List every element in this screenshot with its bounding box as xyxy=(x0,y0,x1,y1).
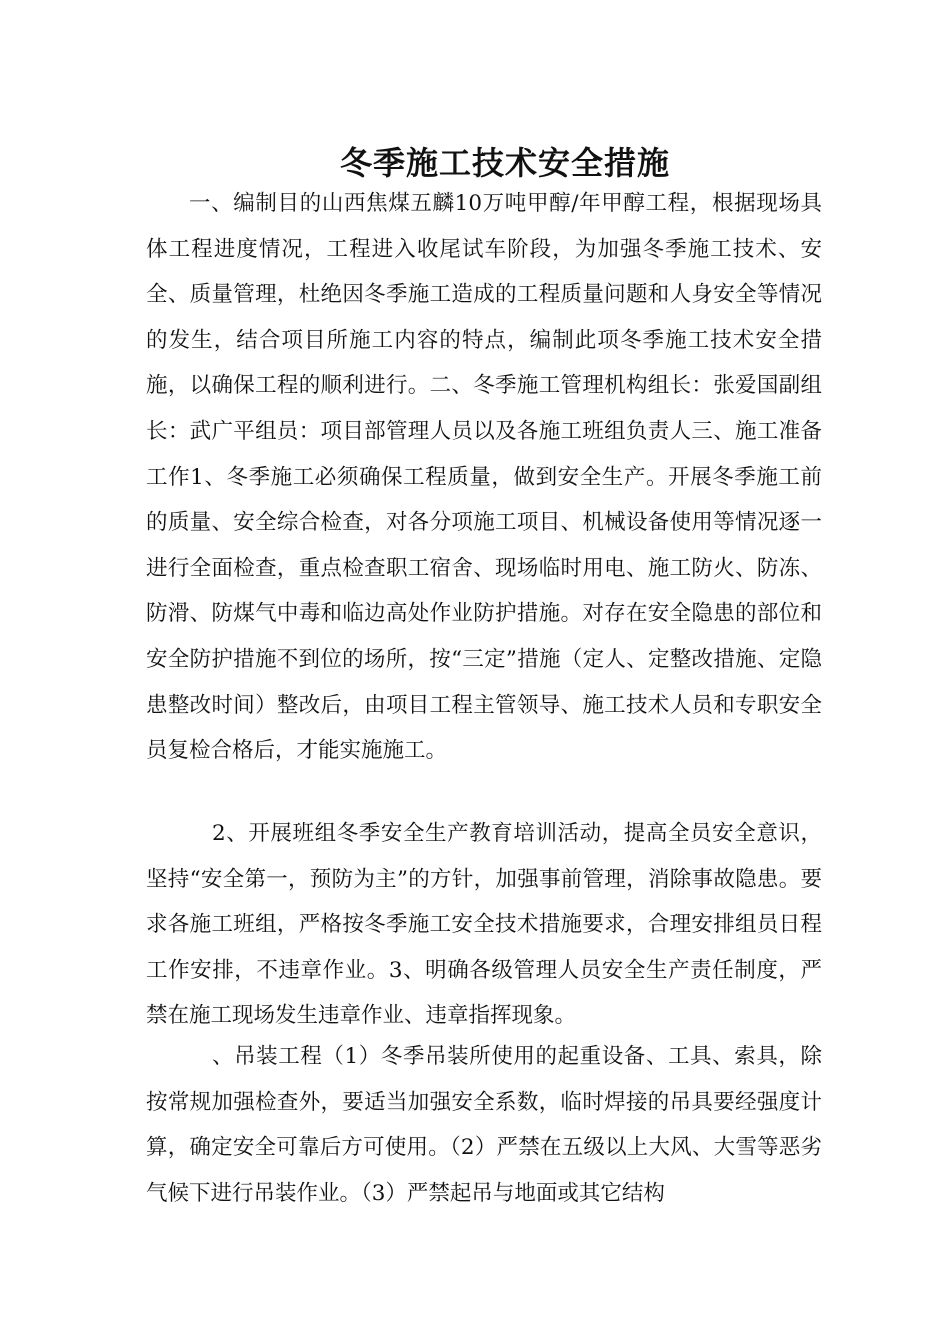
document-title: 冬季施工技术安全措施 xyxy=(339,144,670,183)
paragraph-1: 一、编制目的山西焦煤五麟10万吨甲醇/年甲醇工程，根据现场具体工程进度情况，工程进入收尾试车阶段，为加强冬季施工技术、安全、质量管理，杜绝因冬季施工造成的工程质量问题和人身安全等情况的发生，结合项目所施工内容的特点，编制此项冬季施工技术安全措施，以确保工程的顺利进行。二、冬季施工管理机构组长：张爱国副组长：武广平组员：项目部管理人员以及各施工班组负责人三、施工准备工作1、冬季施工必须确保工程质量，做到安全生产。开展冬季施工前的质量、安全综合检查，对各分项施工项目、机械设备使用等情况逐一进行全面检查，重点检查职工宿舍、现场临时用电、施工防火、防冻、防滑、防煤气中毒和临边高处作业防护措施。对存在安全隐患的部位和安全防护措施不到位的场所，按“三定”措施（定人、定整改措施、定隐患整改时间）整改后，由项目工程主管领导、施工技术人员和专职安全员复检合格后，才能实施施工。 xyxy=(146,191,822,764)
paragraph-3: 、吊装工程（1）冬季吊装所使用的起重设备、工具、索具，除按常规加强检查外，要适当加强安全系数，临时焊接的吊具要经强度计算，确定安全可靠后方可使用。（2）严禁在五级以上大风、大雪等恶劣气候下进行吊装作业。（3）严禁起吊与地面或其它结构 xyxy=(146,1044,822,1206)
paragraph-2: 2、开展班组冬季安全生产教育培训活动，提高全员安全意识，坚持“安全第一，预防为主”的方针，加强事前管理，消除事故隐患。要求各施工班组，严格按冬季施工安全技术措施要求，合理安排组员日程工作安排，不违章作业。3、明确各级管理人员安全生产责任制度，严禁在施工现场发生违章作业、违章指挥现象。 xyxy=(146,821,822,1029)
